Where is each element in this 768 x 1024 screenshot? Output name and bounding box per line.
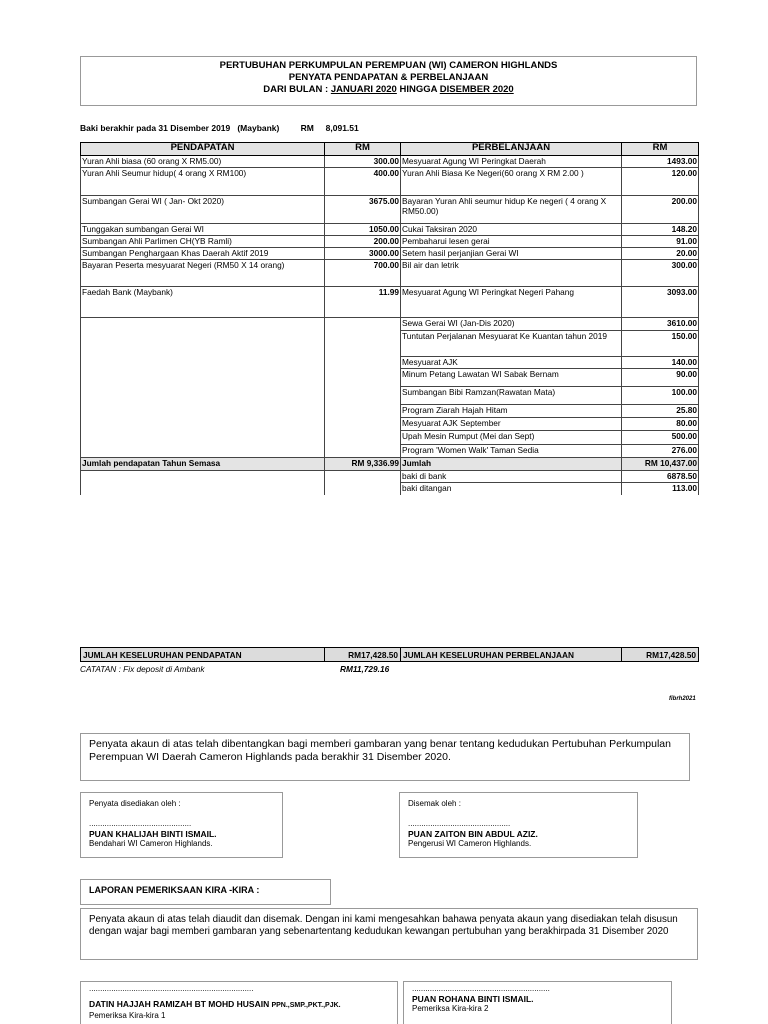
period-line: DARI BULAN : JANUARI 2020 HINGGA DISEMBER 2020 (263, 84, 514, 95)
table-row: Yuran Ahli biasa (60 orang X RM5.00) 300.00 Mesyuarat Agung WI Peringkat Daerah 1493.00 (82, 156, 697, 166)
table-row: Program Ziarah Hajah Hitam 25.80 (81, 405, 699, 418)
col-rm-expense: RM (622, 143, 699, 156)
prepared-title: Penyata disediakan oleh : (89, 799, 181, 808)
table-row: Mesyuarat AJK 140.00 (402, 357, 697, 367)
statement-header (80, 56, 697, 106)
fixed-deposit-note: CATATAN : Fix deposit di Ambank (80, 664, 205, 674)
col-income: PENDAPATAN (81, 143, 325, 156)
table-row: Yuran Ahli Seumur hidup( 4 orang X RM100) 400.00 Yuran Ahli Biasa Ke Negeri(60 orang X RM 2.00 ) 120.00 (81, 168, 699, 196)
grand-total-table (80, 647, 699, 662)
table-row (81, 471, 699, 483)
audit-report-title: LAPORAN PEMERIKSAAN KIRA -KIRA : (80, 879, 331, 905)
opening-balance: Baki berakhir pada 31 Disember 2019 (Maybank) RM 8,091.51 (80, 123, 359, 133)
expense-total-label: Jumlah (401, 458, 622, 471)
table-row: Sumbangan Gerai WI ( Jan- Okt 2020) 3675.00 Bayaran Yuran Ahli seumur hidup Ke negeri ( 4 orang X RM50.00) 200.00 (81, 196, 699, 224)
income-total-label: Jumlah pendapatan Tahun Semasa (81, 458, 325, 471)
table-row: Sumbangan Ahli Parlimen CH(YB Ramli) 200.00 Pembaharui lesen gerai 91.00 (82, 236, 697, 246)
grand-income-label: JUMLAH KESELURUHAN PENDAPATAN (81, 648, 325, 662)
grand-expense-label: JUMLAH KESELURUHAN PERBELANJAAN (401, 648, 622, 662)
income-total-value: RM 9,336.99 (325, 458, 401, 471)
col-expense: PERBELANJAAN (401, 143, 622, 156)
checked-by-box (399, 792, 638, 858)
table-row: Bayaran Peserta mesyuarat Negeri (RM50 X 14 orang) 700.00 Bil air dan letrik 300.00 (81, 260, 699, 287)
bank-balance-label: baki di bank (401, 471, 622, 483)
auditor-1-name: DATIN HAJJAH RAMIZAH BT MOHD HUSAIN (89, 999, 270, 1009)
auditor-1-role: Pemeriksa Kira-kira 1 (89, 1011, 166, 1020)
checked-name: PUAN ZAITON BIN ABDUL AZIZ. (408, 829, 538, 839)
totals-row (81, 458, 699, 471)
grand-total-row (81, 648, 699, 662)
period-from: JANUARI 2020 (330, 84, 397, 95)
table-header (81, 143, 699, 156)
auditor-2-name: PUAN ROHANA BINTI ISMAIL. (412, 994, 534, 1004)
table-row: Mesyuarat AJK September 80.00 (81, 418, 699, 431)
prepared-role: Bendahari WI Cameron Highlands. (89, 839, 213, 848)
fixed-deposit-value: RM11,729.16 (340, 664, 390, 674)
blank-income-rm-cell (325, 318, 401, 458)
signature-line: .............................................. (408, 819, 511, 828)
table-row: Sumbangan Bibi Ramzan(Rawatan Mata) 100.00 (81, 387, 699, 405)
auditor-2-role: Pemeriksa Kira-kira 2 (412, 1004, 489, 1013)
col-rm-income: RM (325, 143, 401, 156)
signature-line: .......................................................................... (89, 984, 254, 993)
statement-title: PENYATA PENDAPATAN & PERBELANJAAN (288, 72, 489, 83)
grand-income-value: RM17,428.50 (325, 648, 401, 662)
initials-stamp: fibrh2021 (669, 696, 696, 702)
bank-balance-value: 6878.50 (622, 471, 699, 483)
blank-income-cell (81, 318, 325, 458)
auditor-1-box (80, 981, 398, 1024)
cash-balance-value: 113.00 (622, 483, 699, 495)
table-row: Faedah Bank (Maybank) 11.99 Mesyuarat Agung WI Peringkat Negeri Pahang 3093.00 (81, 287, 699, 318)
period-to: DISEMBER 2020 (439, 84, 514, 95)
table-row: Program 'Women Walk' Taman Sedia 276.00 (81, 445, 699, 458)
expense-total-value: RM 10,437.00 (622, 458, 699, 471)
prepared-name: PUAN KHALIJAH BINTI ISMAIL. (89, 829, 217, 839)
table-row: Minum Petang Lawatan WI Sabak Bernam 90.00 (81, 369, 699, 387)
statement-presented: Penyata akaun di atas telah dibentangkan bagi memberi gambaran yang benar tentang kedudukan Pertubuhan Perkumpulan Perempuan WI Daerah Cameron Highlands pada berakhir 31 Disember 2020. (80, 733, 690, 781)
prepared-by-box (80, 792, 283, 858)
grand-expense-value: RM17,428.50 (622, 648, 699, 662)
cash-balance-label: baki ditangan (401, 483, 622, 495)
signature-line: .............................................. (89, 819, 192, 828)
org-title: PERTUBUHAN PERKUMPULAN PEREMPUAN (WI) CAMERON HIGHLANDS (219, 60, 558, 71)
statement-audited: Penyata akaun di atas telah diaudit dan disemak. Dengan ini kami mengesahkan bahawa penyata akaun yang disediakan telah disusun dengan wajar bagi memberi gambaran yang sebenartentang kedudukan kewangan pertubuhan yang berakhirpada 31 Disember 2020 (80, 908, 698, 960)
signature-line: .............................................................. (412, 984, 550, 993)
table-row: Tuntutan Perjalanan Mesyuarat Ke Kuantan tahun 2019 150.00 (81, 331, 699, 357)
table-row: Sumbangan Penghargaan Khas Daerah Aktif 2019 3000.00 Setem hasil perjanjian Gerai WI 20.00 (82, 248, 697, 258)
auditor-1-titles: PPN.,SMP.,PKT.,PJK. (271, 1002, 341, 1009)
table-row: Tunggakan sumbangan Gerai WI 1050.00 Cukai Taksiran 2020 148.20 (82, 224, 697, 234)
table-row: Upah Mesin Rumput (Mei dan Sept) 500.00 (81, 431, 699, 445)
checked-role: Pengerusi WI Cameron Highlands. (408, 839, 532, 848)
income-expense-table (80, 142, 699, 495)
checked-title: Disemak oleh : (408, 799, 461, 808)
table-row: Sewa Gerai WI (Jan-Dis 2020) 3610.00 (81, 318, 699, 331)
auditor-2-box (403, 981, 672, 1024)
